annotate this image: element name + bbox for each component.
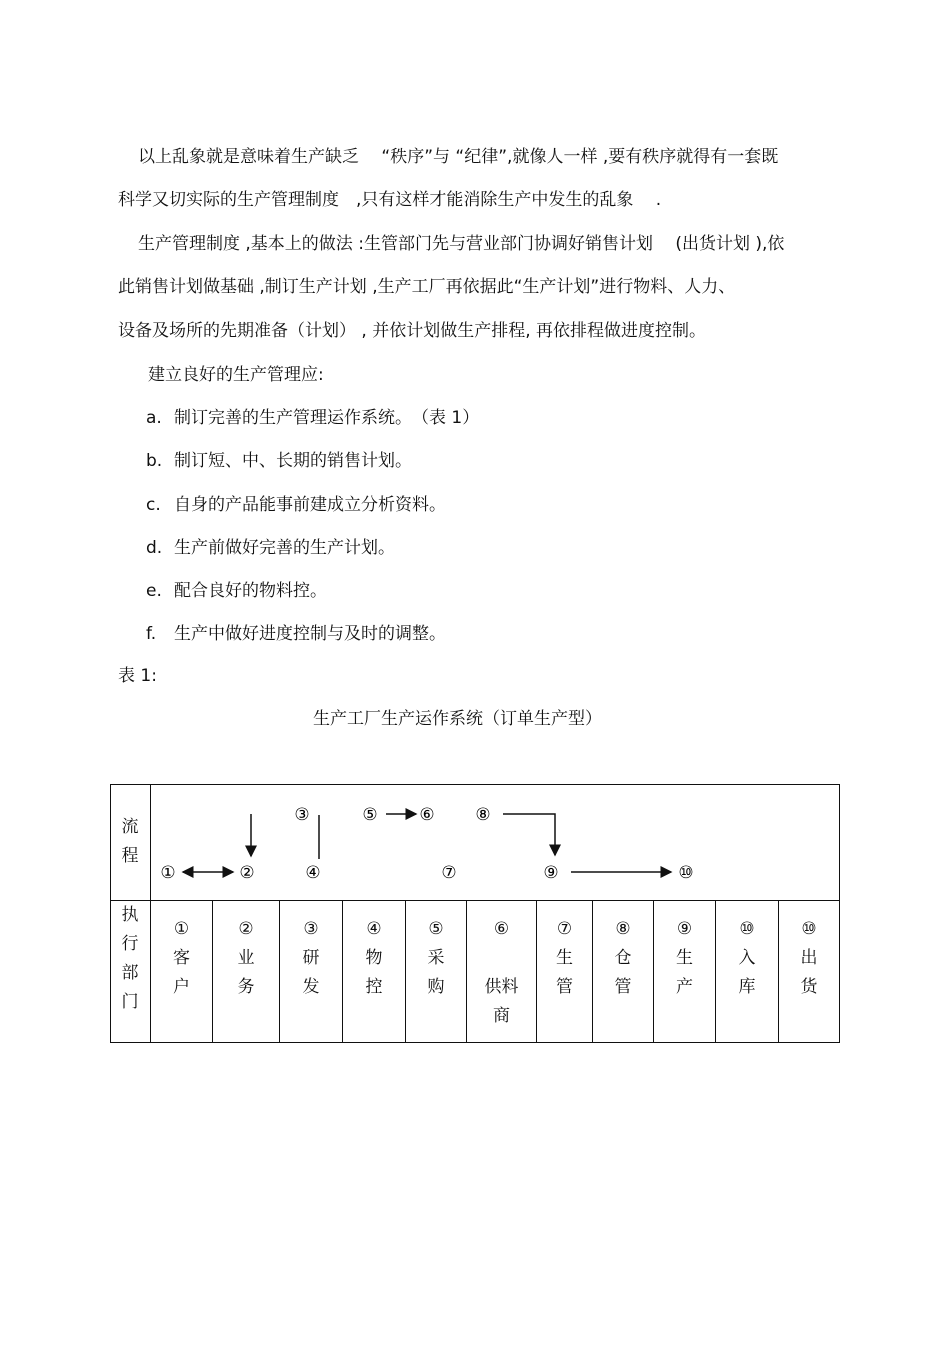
department-name: 业 [237,948,255,968]
department-cell [537,915,592,1002]
department-cell [213,915,279,1002]
department-number: ⑦ [556,919,573,939]
department-name: 出 [800,948,818,968]
department-number: ⑩ [739,919,755,939]
list-item [146,537,395,559]
flow-node-2: ② [239,863,255,883]
paragraph-2-line-1: 生产管理制度 ,基本上的做法 :生管部门先与营业部门协调好销售计划 (出货计划 ),依 [138,234,785,254]
row-header-char: 部 [121,963,139,983]
list-text: 自身的产品能事前建成立分析资料。 [174,495,446,515]
list-marker: a. [146,408,162,428]
list-marker: f. [146,624,157,644]
department-name: 管 [614,977,632,997]
flow-node-8: ⑧ [475,805,491,825]
flow-node-3: ③ [294,805,310,825]
department-name: 发 [302,977,320,997]
flow-node-1: ① [160,863,176,883]
row-header-char: 程 [121,846,139,866]
department-number: ⑤ [428,919,444,939]
list-item [146,450,412,472]
list-item [146,623,446,645]
row-header-departments [115,901,145,1017]
paragraph-1-line-1: 以上乱象就是意味着生产缺乏 “秩序”与 “纪律”,就像人一样 ,要有秩序就得有一套既 [138,147,779,167]
flow-node-5: ⑤ [362,805,378,825]
table-label: 表 1: [118,666,157,686]
department-name: 管 [556,977,573,997]
department-name: 生 [676,948,693,968]
department-name: 控 [365,977,383,997]
flow-table [110,784,840,1043]
list-text: 生产中做好进度控制与及时的调整。 [174,624,446,644]
department-name: 研 [302,948,320,968]
arrow-8-9 [503,814,555,855]
department-cell [467,915,536,1031]
list-item [146,494,446,516]
list-text: 配合良好的物料控。 [174,581,327,601]
list-item [146,580,327,602]
department-name: 商 [493,1006,510,1026]
department-name: 仓 [614,948,632,968]
paragraph-3: 建立良好的生产管理应: [148,365,324,385]
department-name: 户 [173,977,190,997]
flow-diagram [111,785,838,900]
department-cell [779,915,839,1002]
list-marker: c. [146,495,161,515]
list-marker: d. [146,538,163,558]
list-text: 制订短、中、长期的销售计划。 [174,451,412,471]
paragraph-1-line-2: 科学又切实际的生产管理制度 ,只有这样才能消除生产中发生的乱象 . [118,190,662,210]
department-name: 物 [365,948,383,968]
flow-node-10: ⑩ [678,863,694,883]
department-name: 务 [237,977,255,997]
department-number: ⑥ [493,919,510,939]
department-number: ② [238,919,254,939]
department-number: ⑧ [615,919,631,939]
list-item [146,407,479,429]
department-number: ⑨ [676,919,693,939]
paragraph-2-line-3: 设备及场所的先期准备（计划） , 并依计划做生产排程, 再依排程做进度控制。 [118,321,707,341]
row-header-char: 行 [121,934,139,954]
department-cell [151,915,212,1002]
department-number: ④ [366,919,382,939]
department-number: ① [173,919,190,939]
department-cell [593,915,653,1002]
list-text: 生产前做好完善的生产计划。 [174,538,395,558]
department-name: 供料 [484,977,519,997]
row-header-char: 门 [121,992,139,1012]
department-spacer [467,944,536,973]
row-header-char: 执 [121,905,139,925]
table-title: 生产工厂生产运作系统（订单生产型） [313,709,602,729]
flow-node-4: ④ [305,863,321,883]
flow-node-7: ⑦ [441,863,457,883]
row-header-char: 流 [121,817,139,837]
department-name: 产 [676,977,693,997]
department-name: 购 [427,977,445,997]
department-name: 库 [738,977,756,997]
department-cell [343,915,405,1002]
department-name: 采 [427,948,445,968]
department-name: 货 [800,977,818,997]
department-cell [654,915,715,1002]
department-name: 生 [556,948,573,968]
list-marker: e. [146,581,162,601]
department-name: 入 [738,948,756,968]
paragraph-2-line-2: 此销售计划做基础 ,制订生产计划 ,生产工厂再依据此“生产计划”进行物料、人力、 [118,277,736,297]
department-name: 客 [173,948,190,968]
department-number: ③ [303,919,319,939]
department-number: ⑩ [801,919,817,939]
row-divider [111,900,839,901]
flow-node-9: ⑨ [543,863,559,883]
list-text: 制订完善的生产管理运作系统。 （表 1） [174,408,480,428]
department-cell [280,915,342,1002]
list-marker: b. [146,451,163,471]
department-cell [716,915,778,1002]
department-cell [406,915,466,1002]
flow-node-6: ⑥ [419,805,435,825]
